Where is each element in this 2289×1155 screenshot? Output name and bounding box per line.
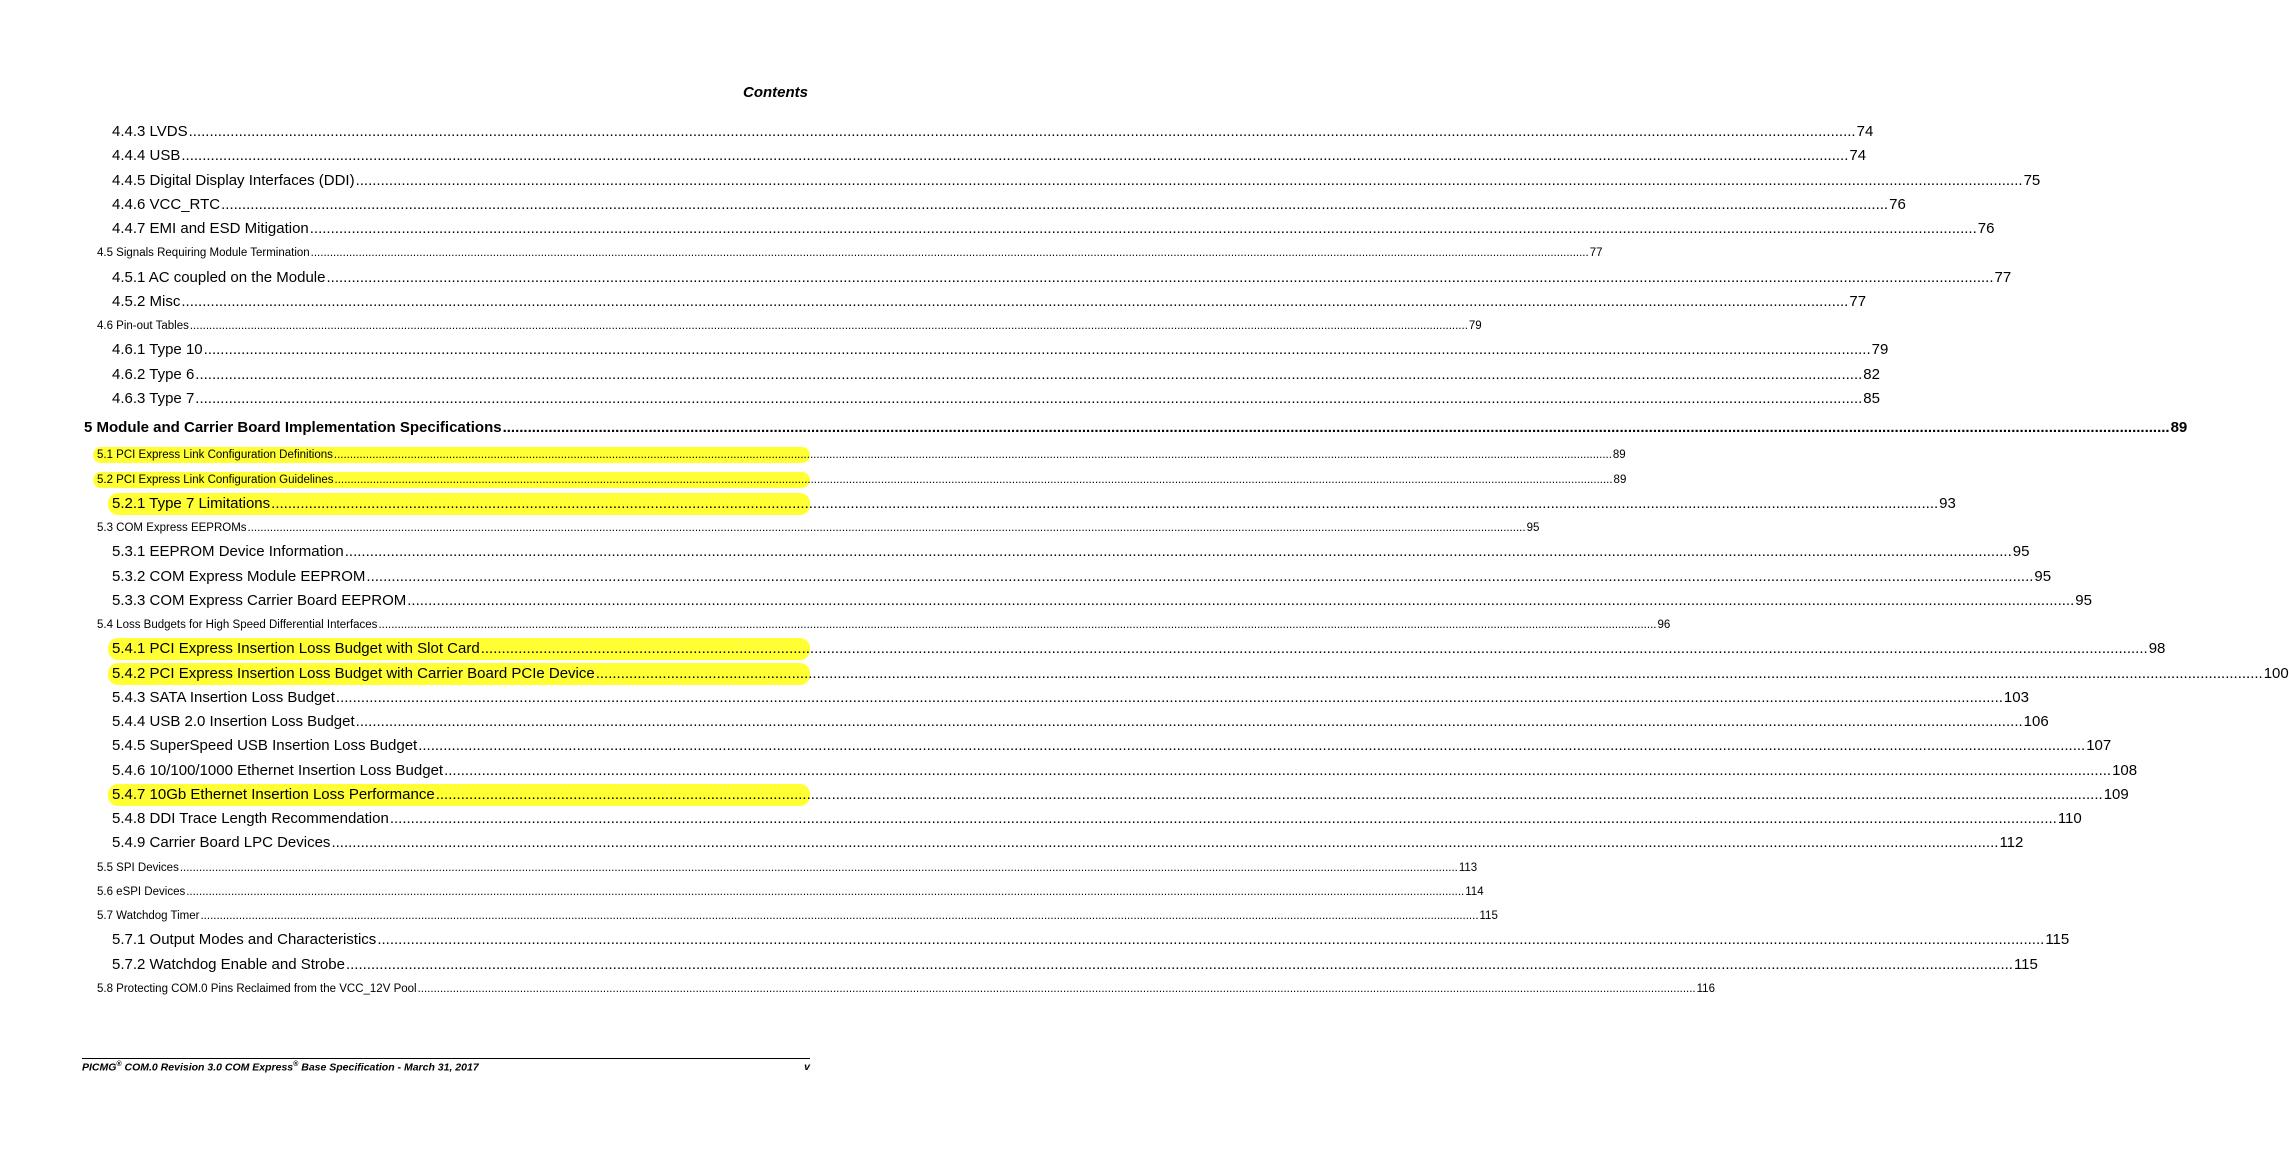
toc-entry[interactable] [108, 663, 2289, 685]
toc-leader-dots: ................................................................................................................................................................................................................................................................................................................................................................................................................ [203, 341, 1871, 359]
toc-entry-title: 4.6.3 Type 7 [112, 389, 195, 407]
toc-leader-dots: ................................................................................................................................................................................................................................................................................................................................................................................................................ [595, 664, 2263, 682]
toc-leader-dots: ................................................................................................................................................................................................................................................................................................................................................................................................................ [418, 737, 2086, 755]
toc-entry-page: 89 [1613, 473, 1627, 486]
toc-leader-dots: ................................................................................................................................................................................................................................................................................................................................................................................................................ [179, 861, 1458, 874]
toc-leader-dots: ................................................................................................................................................................................................................................................................................................................................................................................................................ [309, 220, 1977, 237]
toc-entry[interactable] [95, 318, 1482, 334]
toc-entry-title: 5.7.1 Output Modes and Characteristics [112, 931, 377, 949]
toc-entry[interactable] [108, 493, 1956, 515]
footer-divider [82, 1058, 810, 1059]
toc-leader-dots: ................................................................................................................................................................................................................................................................................................................................................................................................................ [333, 449, 1612, 462]
toc-entry-title: 5.3 COM Express EEPROMs [97, 522, 247, 534]
toc-entry-page: 85 [1863, 389, 1880, 407]
toc-entry-title: 5.4.9 Carrier Board LPC Devices [112, 834, 331, 852]
toc-entry[interactable] [110, 121, 1874, 143]
toc-entry[interactable] [110, 760, 2138, 782]
toc-entry-page: 114 [1465, 885, 1484, 898]
toc-entry-title: 4.6.2 Type 6 [112, 365, 195, 383]
toc-entry-title: 4.4.7 EMI and ESD Mitigation [112, 220, 309, 237]
toc-leader-dots: ................................................................................................................................................................................................................................................................................................................................................................................................................ [200, 910, 1479, 922]
toc-entry[interactable] [110, 735, 2112, 757]
toc-leader-dots: ................................................................................................................................................................................................................................................................................................................................................................................................................ [355, 171, 2023, 189]
toc-entry[interactable] [110, 388, 1880, 410]
toc-leader-dots: ................................................................................................................................................................................................................................................................................................................................................................................................................ [377, 931, 2045, 949]
toc-entry[interactable] [110, 711, 2049, 733]
toc-leader-dots: ................................................................................................................................................................................................................................................................................................................................................................................................................ [335, 688, 2003, 706]
toc-leader-dots: ................................................................................................................................................................................................................................................................................................................................................................................................................ [417, 982, 1696, 995]
toc-entry-page: 110 [2057, 810, 2082, 827]
footer-spec-end: Base Specification - March 31, 2017 [298, 1061, 479, 1074]
toc-entry[interactable] [82, 417, 2188, 439]
toc-entry-title: 4.4.4 USB [112, 147, 181, 165]
toc-entry-page: 74 [1849, 147, 1867, 165]
toc-entry[interactable] [110, 929, 2070, 951]
toc-entry-page: 74 [1856, 123, 1874, 140]
toc-entry-title: 5.4.4 USB 2.0 Insertion Loss Budget [112, 713, 355, 730]
toc-leader-dots: ................................................................................................................................................................................................................................................................................................................................................................................................................ [435, 785, 2103, 803]
toc-entry-title: 5 Module and Carrier Board Implementation Specifications [84, 419, 502, 436]
toc-entry-page: 109 [2103, 785, 2129, 803]
toc-entry-page: 108 [2112, 761, 2138, 779]
toc-entry-title: 5.4.8 DDI Trace Length Recommendation [112, 810, 389, 827]
toc-entry[interactable] [110, 145, 1867, 167]
toc-entry[interactable] [110, 291, 1867, 313]
toc-leader-dots: ................................................................................................................................................................................................................................................................................................................................................................................................................ [326, 268, 1994, 286]
toc-entry-title: 5.4.2 PCI Express Insertion Loss Budget with Carrier Board PCIe Device [112, 664, 595, 682]
toc-entry[interactable] [108, 638, 2166, 660]
toc-entry-page: 98 [2148, 640, 2166, 658]
toc-leader-dots: ................................................................................................................................................................................................................................................................................................................................................................................................................ [355, 713, 2023, 730]
toc-leader-dots: ................................................................................................................................................................................................................................................................................................................................................................................................................ [344, 543, 2012, 561]
toc-entry[interactable] [110, 339, 1889, 361]
toc-entry-page: 82 [1863, 365, 1880, 383]
toc-entry-page: 103 [2003, 688, 2029, 706]
toc-leader-dots: ................................................................................................................................................................................................................................................................................................................................................................................................................ [444, 761, 2112, 779]
toc-entry[interactable] [95, 617, 1671, 633]
toc-leader-dots: ................................................................................................................................................................................................................................................................................................................................................................................................................ [378, 619, 1657, 631]
toc-entry-title: 4.4.5 Digital Display Interfaces (DDI) [112, 171, 355, 189]
toc-entry-page: 113 [1458, 861, 1478, 874]
toc-leader-dots: ................................................................................................................................................................................................................................................................................................................................................................................................................ [331, 834, 1999, 852]
toc-entry-page: 96 [1657, 619, 1671, 631]
toc-leader-dots: ................................................................................................................................................................................................................................................................................................................................................................................................................ [310, 247, 1589, 260]
page-header-title: Contents [743, 84, 808, 101]
toc-entry-page: 77 [1589, 247, 1603, 260]
toc-leader-dots: ................................................................................................................................................................................................................................................................................................................................................................................................................ [345, 955, 2013, 973]
toc-entry-title: 4.6.1 Type 10 [112, 341, 203, 359]
footer-registered-mark: ® [116, 1061, 122, 1068]
toc-entry-title: 5.3.1 EEPROM Device Information [112, 543, 344, 561]
toc-entry[interactable] [95, 981, 1715, 997]
toc-leader-dots: ................................................................................................................................................................................................................................................................................................................................................................................................................ [389, 810, 2057, 827]
toc-entry[interactable] [110, 267, 2012, 289]
toc-entry-title: 4.6 Pin-out Tables [97, 320, 189, 332]
toc-entry-title: 5.1 PCI Express Link Configuration Definitions [97, 449, 333, 462]
toc-entry-title: 5.7 Watchdog Timer [97, 910, 200, 922]
toc-entry-title: 5.6 eSPI Devices [97, 885, 186, 898]
toc-entry-title: 5.4.6 10/100/1000 Ethernet Insertion Loss Budget [112, 761, 444, 779]
toc-entry-page: 106 [2023, 713, 2049, 730]
toc-entry-page: 76 [1889, 195, 1906, 213]
toc-entry[interactable] [108, 784, 2129, 806]
toc-entry-page: 75 [2023, 171, 2041, 189]
toc-entry[interactable] [95, 860, 1478, 876]
toc-entry-page: 89 [1612, 449, 1626, 462]
toc-entry-title: 5.4 Loss Budgets for High Speed Differential Interfaces [97, 619, 378, 631]
toc-entry-page: 76 [1977, 220, 1995, 237]
toc-leader-dots: ................................................................................................................................................................................................................................................................................................................................................................................................................ [189, 320, 1468, 332]
toc-entry-page: 115 [1479, 910, 1498, 922]
toc-leader-dots: ................................................................................................................................................................................................................................................................................................................................................................................................................ [195, 389, 1863, 407]
toc-entry[interactable] [110, 364, 1880, 386]
toc-entry[interactable] [95, 520, 1540, 536]
toc-entry[interactable] [110, 687, 2029, 709]
toc-leader-dots: ................................................................................................................................................................................................................................................................................................................................................................................................................ [407, 591, 2075, 609]
toc-entry-page: 79 [1871, 341, 1889, 359]
toc-entry[interactable] [93, 472, 1627, 488]
toc-leader-dots: ................................................................................................................................................................................................................................................................................................................................................................................................................ [188, 123, 1856, 140]
toc-leader-dots: ................................................................................................................................................................................................................................................................................................................................................................................................................ [186, 885, 1465, 898]
footer-spec-title [82, 1061, 479, 1074]
page-footer [82, 1061, 810, 1074]
toc-entry-page: 95 [2012, 543, 2030, 561]
toc-entry-title: 5.5 SPI Devices [97, 861, 179, 874]
toc-entry-page: 116 [1696, 982, 1715, 995]
toc-entry-page: 100 [2263, 664, 2289, 682]
toc-entry-page: 107 [2086, 737, 2112, 755]
footer-org: PICMG [82, 1061, 117, 1074]
toc-leader-dots: ................................................................................................................................................................................................................................................................................................................................................................................................................ [181, 147, 1849, 165]
toc-entry-title: 4.4.3 LVDS [112, 123, 188, 140]
footer-spec-mid: COM.0 Revision 3.0 COM Express [121, 1061, 294, 1074]
toc-entry-page: 77 [1849, 292, 1867, 310]
toc-entry[interactable] [110, 832, 2024, 854]
toc-entry[interactable] [110, 954, 2038, 976]
toc-entry-title: 5.3.2 COM Express Module EEPROM [112, 567, 366, 585]
toc-leader-dots: ................................................................................................................................................................................................................................................................................................................................................................................................................ [247, 522, 1526, 534]
toc-leader-dots: ................................................................................................................................................................................................................................................................................................................................................................................................................ [181, 292, 1849, 310]
toc-entry-page: 112 [1999, 834, 2024, 852]
toc-entry-title: 4.4.6 VCC_RTC [112, 195, 221, 213]
toc-entry-title: 5.4.5 SuperSpeed USB Insertion Loss Budget [112, 737, 418, 755]
toc-leader-dots: ................................................................................................................................................................................................................................................................................................................................................................................................................ [195, 365, 1863, 383]
toc-entry-title: 5.3.3 COM Express Carrier Board EEPROM [112, 591, 407, 609]
toc-entry-title: 4.5.2 Misc [112, 292, 181, 310]
toc-leader-dots: ................................................................................................................................................................................................................................................................................................................................................................................................................ [480, 640, 2148, 658]
toc-entry-title: 5.4.3 SATA Insertion Loss Budget [112, 688, 335, 706]
toc-entry-page: 115 [2013, 955, 2038, 973]
toc-entry[interactable] [110, 566, 2052, 588]
footer-page-number: v [804, 1061, 810, 1073]
toc-entry[interactable] [110, 590, 2092, 612]
toc-entry[interactable] [110, 541, 2030, 563]
toc-entry-title: 5.8 Protecting COM.0 Pins Reclaimed from the VCC_12V Pool [97, 982, 417, 995]
toc-entry-page: 79 [1468, 320, 1482, 332]
footer-registered-mark: ® [293, 1061, 299, 1068]
toc-leader-dots: ................................................................................................................................................................................................................................................................................................................................................................................................................ [221, 195, 1889, 213]
toc-entry-page: 95 [2034, 567, 2052, 585]
toc-leader-dots: ................................................................................................................................................................................................................................................................................................................................................................................................................ [366, 567, 2034, 585]
toc-entry-title: 5.4.1 PCI Express Insertion Loss Budget with Slot Card [112, 640, 480, 658]
toc-entry-title: 5.4.7 10Gb Ethernet Insertion Loss Performance [112, 785, 435, 803]
toc-entry[interactable] [95, 908, 1498, 924]
toc-entry-title: 4.5 Signals Requiring Module Termination [97, 247, 310, 260]
toc-entry-page: 115 [2045, 931, 2070, 949]
toc-entry[interactable] [110, 194, 1906, 216]
toc-entry[interactable] [110, 808, 2082, 830]
toc-entry-page: 89 [2170, 419, 2188, 436]
toc-entry-title: 5.2 PCI Express Link Configuration Guidelines [97, 473, 334, 486]
toc-entry-page: 95 [1526, 522, 1540, 534]
toc-entry-page: 95 [2075, 591, 2092, 609]
toc-leader-dots: ................................................................................................................................................................................................................................................................................................................................................................................................................ [271, 494, 1939, 512]
toc-entry[interactable] [110, 218, 1995, 240]
toc-leader-dots: ................................................................................................................................................................................................................................................................................................................................................................................................................ [334, 473, 1613, 486]
toc-entry[interactable] [110, 170, 2041, 192]
toc-entry[interactable] [93, 447, 1626, 463]
toc-leader-dots: ................................................................................................................................................................................................................................................................................................................................................................................................................ [502, 419, 2170, 436]
toc-entry-page: 93 [1939, 494, 1956, 512]
toc-entry-title: 5.2.1 Type 7 Limitations [112, 494, 271, 512]
toc-entry-title: 5.7.2 Watchdog Enable and Strobe [112, 955, 345, 973]
toc-entry[interactable] [95, 884, 1484, 900]
toc-entry[interactable] [95, 245, 1603, 261]
toc-entry-title: 4.5.1 AC coupled on the Module [112, 268, 326, 286]
toc-entry-page: 77 [1994, 268, 2012, 286]
